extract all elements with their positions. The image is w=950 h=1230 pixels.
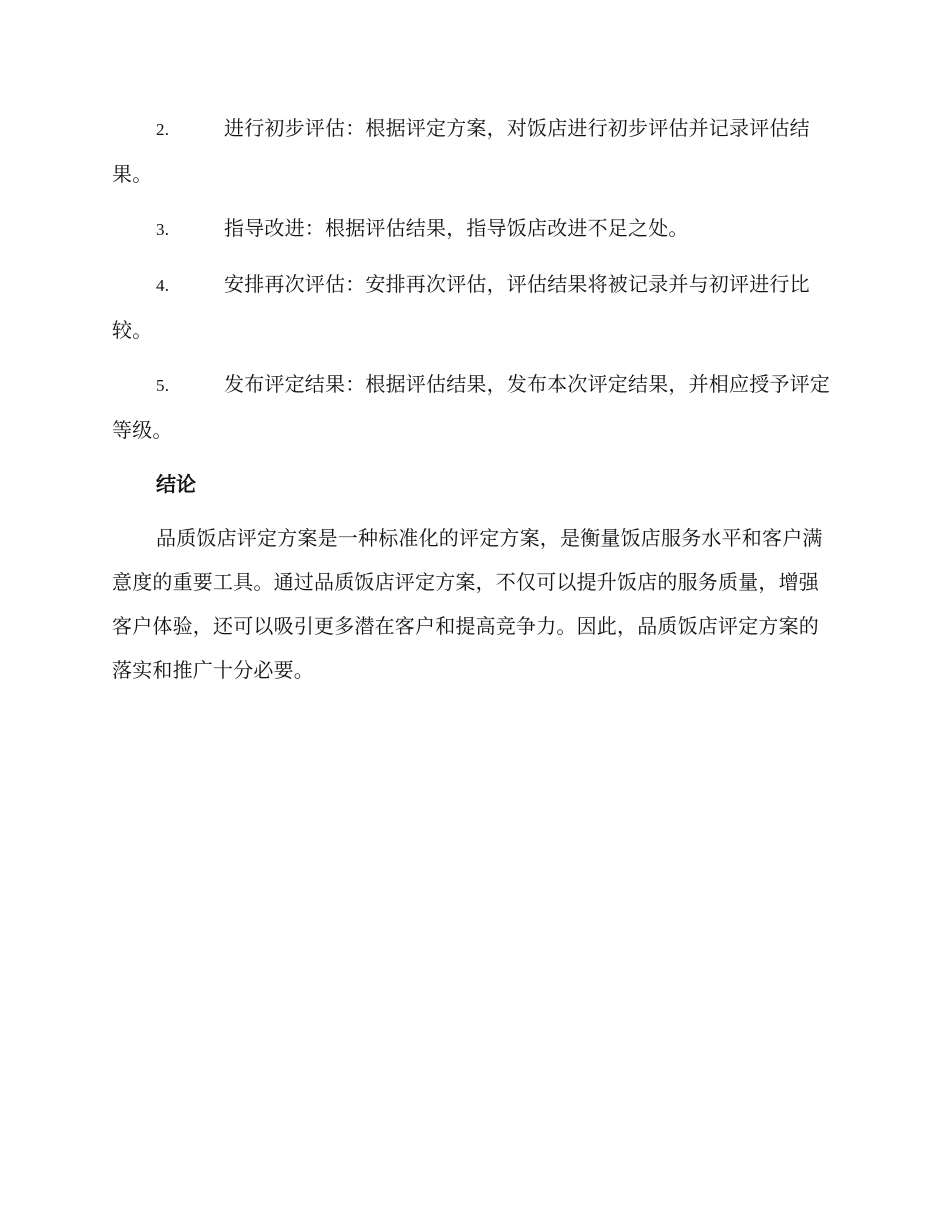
list-item-step-5 [112,362,834,452]
list-number: 2. [156,120,170,139]
list-text: 发布评定结果：根据评估结果，发布本次评定结果，并相应授予评定等级。 [112,372,830,442]
list-text: 进行初步评估：根据评定方案，对饭店进行初步评估并记录评估结果。 [112,116,810,186]
section-heading-conclusion: 结论 [156,472,196,496]
list-number: 3. [156,220,170,239]
list-item-step-4 [112,262,834,352]
list-item-step-2 [112,106,834,196]
list-number: 4. [156,276,170,295]
list-number: 5. [156,376,170,395]
conclusion-paragraph: 品质饭店评定方案是一种标准化的评定方案，是衡量饭店服务水平和客户满意度的重要工具。通过品质饭店评定方案，不仅可以提升饭店的服务质量，增强客户体验，还可以吸引更多潜在客户和提高竞争力。因此，品质饭店评定方案的落实和推广十分必要。 [112,526,823,682]
list-text: 指导改进：根据评估结果，指导饭店改进不足之处。 [224,216,689,240]
document-body [112,106,834,692]
list-text: 安排再次评估：安排再次评估，评估结果将被记录并与初评进行比较。 [112,272,810,342]
list-item-step-3 [112,206,834,252]
